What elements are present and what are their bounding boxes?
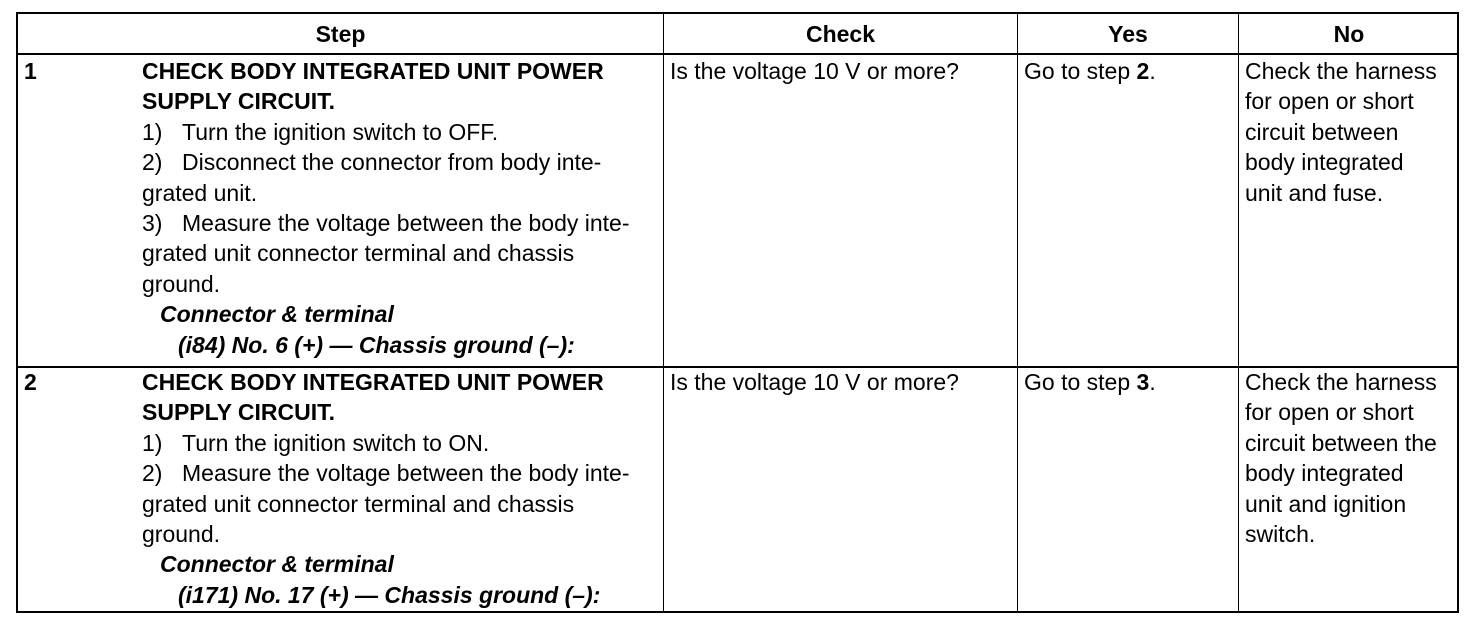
no-action: Check the harness for open or short circuit between body integrated unit and fuse. xyxy=(1245,58,1437,206)
step-1-procedure xyxy=(142,56,630,360)
procedure-line: ground. xyxy=(142,521,221,548)
step-title: SUPPLY CIRCUIT. xyxy=(142,399,335,426)
header-no: No xyxy=(1333,21,1365,47)
procedure-line: 1) Turn the ignition switch to ON. xyxy=(142,429,490,456)
diagnostic-table xyxy=(16,12,1459,613)
header-divider xyxy=(18,53,1457,55)
connector-label: Connector & terminal xyxy=(160,551,394,578)
procedure-line: 3) Measure the voltage between the body inte- xyxy=(142,210,630,237)
yes-action: Go to step 3. xyxy=(1024,369,1156,395)
header-yes: Yes xyxy=(1108,21,1148,47)
connector-label: Connector & terminal xyxy=(160,301,394,328)
next-step-number: 3 xyxy=(1136,369,1150,395)
header-step: Step xyxy=(315,21,366,47)
check-question: Is the voltage 10 V or more? xyxy=(670,58,959,84)
procedure-line: grated unit connector terminal and chassis xyxy=(142,490,575,517)
procedure-line: grated unit. xyxy=(142,179,258,206)
check-question: Is the voltage 10 V or more? xyxy=(670,369,959,395)
step-title: SUPPLY CIRCUIT. xyxy=(142,88,335,115)
no-action: Check the harness for open or short circuit between the body integrated unit and ignition switch. xyxy=(1245,369,1437,548)
header-check: Check xyxy=(805,21,876,47)
yes-action: Go to step 2. xyxy=(1024,58,1156,84)
procedure-line: 2) Measure the voltage between the body inte- xyxy=(142,460,630,487)
step-2-procedure xyxy=(142,367,630,610)
procedure-line: grated unit connector terminal and chassis xyxy=(142,240,575,267)
procedure-line: 1) Turn the ignition switch to OFF. xyxy=(142,118,499,145)
connector-terminal: (i84) No. 6 (+) — Chassis ground (–): xyxy=(178,331,575,358)
step-title: CHECK BODY INTEGRATED UNIT POWER xyxy=(142,58,604,84)
column-divider xyxy=(663,14,664,611)
procedure-line: 2) Disconnect the connector from body inte- xyxy=(142,149,602,176)
step-number: 2 xyxy=(24,369,37,395)
procedure-line: ground. xyxy=(142,270,221,297)
column-divider xyxy=(1017,14,1018,611)
next-step-number: 2 xyxy=(1136,58,1150,84)
step-number: 1 xyxy=(24,58,37,84)
step-title: CHECK BODY INTEGRATED UNIT POWER xyxy=(142,369,604,395)
connector-terminal: (i171) No. 17 (+) — Chassis ground (–): xyxy=(178,581,601,608)
column-divider xyxy=(1238,14,1239,611)
